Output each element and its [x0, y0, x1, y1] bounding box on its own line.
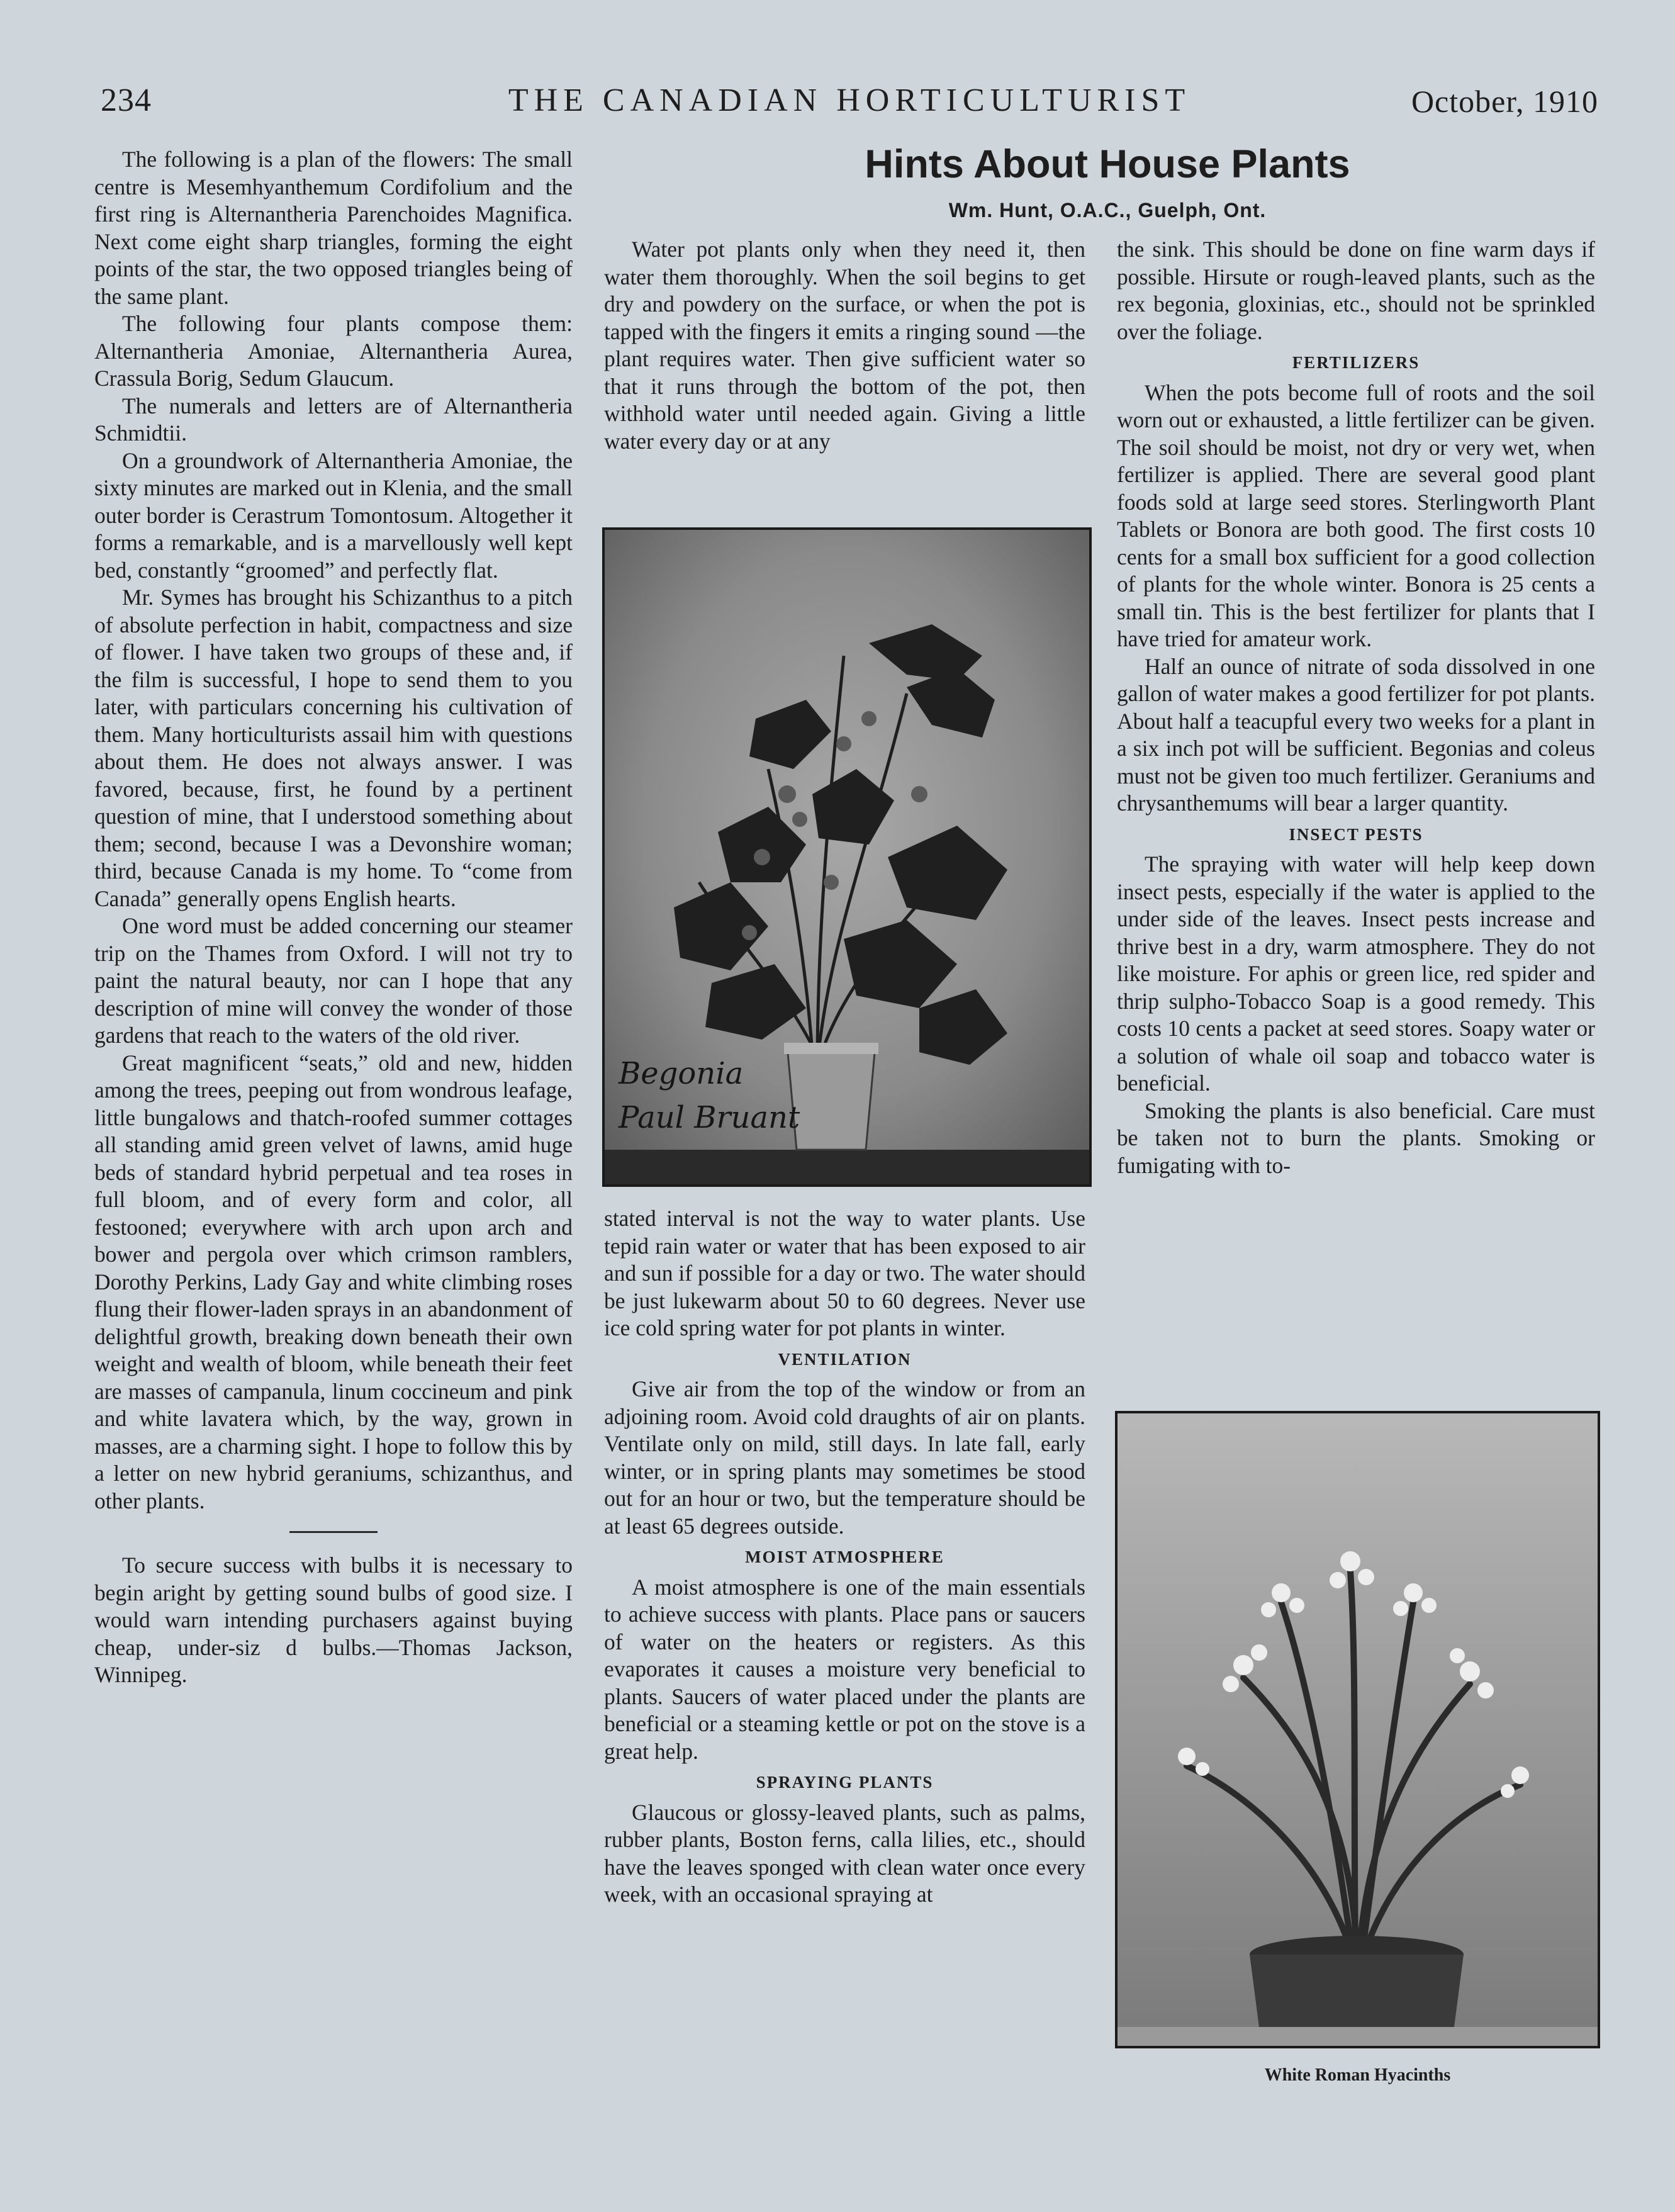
paragraph: To secure success with bulbs it is necessary to begin aright by getting sound bulbs of good size. I would warn intending purchasers against buying cheap, under-siz d bulbs.—Thomas Jackson, Winnipeg. — [94, 1552, 573, 1687]
paragraph: The following four plants compose them: Alternantheria Amoniae, Alternantheria Aurea, Crassula Borig, Sedum Glaucum. — [94, 311, 573, 391]
section-heading: SPRAYING PLANTS — [756, 1773, 934, 1792]
article-title: Hints About House Plants — [865, 142, 1350, 186]
paragraph: Mr. Symes has brought his Schizanthus to a pitch of absolute perfection in habit, compactness and size of flower. I have taken two groups of these and, if the film is successful, I hope to send them to you later, with particulars concerning his cultivation of them. Many horticulturists assail him with questions about them. He does not always answer. I was favored, because, first, he found by a pertinent question of mine, that I understood something about them; second, because I was a Devonshire woman; third, because Canada is my home. To “come from Canada” generally opens English hearts. — [94, 585, 573, 911]
paragraph: Glaucous or glossy-leaved plants, such as palms, rubber plants, Boston ferns, calla lilies, etc., should have the leaves sponged with clean water once every week, with an occasional spraying at — [604, 1799, 1085, 1907]
page-number: 234 — [101, 82, 152, 118]
middle-column-bottom — [604, 1205, 1085, 1909]
paragraph: the sink. This should be done on fine warm days if possible. Hirsute or rough-leaved plants, such as the rex begonia, gloxinias, etc., should not be sprinkled over the foliage. — [1117, 237, 1595, 344]
paragraph: Give air from the top of the window or from an adjoining room. Avoid cold draughts of air on plants. Ventilate only on mild, still days. In late fall, early winter, or in spring plants may sometimes be stood out for an hour or two, but the temperature should be at least 65 degrees outside. — [604, 1376, 1085, 1539]
paragraph: When the pots become full of roots and the soil worn out or exhausted, a little fertilizer can be given. The soil should be moist, not dry or very wet, when fertilizer is applied. There are several good plant foods sold at large seed stores. Sterlingworth Plant Tablets or Bonora are both good. The first costs 10 cents for a small box sufficient for a good collection of plants for the whole winter. Bonora is 25 cents a small tin. This is the best fertilizer for plants that I have tried for amateur work. — [1117, 379, 1595, 651]
hyacinth-image — [1118, 1413, 1598, 2046]
section-divider — [289, 1531, 378, 1533]
section-heading: INSECT PESTS — [1289, 824, 1423, 844]
photo-caption: White Roman Hyacinths — [1264, 2065, 1451, 2085]
begonia-photograph — [602, 527, 1092, 1187]
section-heading: FERTILIZERS — [1292, 353, 1420, 372]
paragraph: The spraying with water will help keep down insect pests, especially if the water is applied to the under side of the leaves. Insect pests increase and thrive best in a dry, warm atmosphere. They do not like moisture. For aphis or green lice, red spider and thrip sulpho-Tobacco Soap is a good remedy. This costs 10 cents a packet at seed stores. Soapy water or a solution of whale oil soap and tobacco water is beneficial. — [1117, 851, 1595, 1096]
paragraph: Water pot plants only when they need it, then water them thoroughly. When the soil begins to get dry and powdery on the surface, or when the pot is tapped with the fingers it emits a ringing sound —the plant requires water. Then give sufficient water so that it runs through the bottom of the pot, then withhold water until needed again. Giving a little water every day or at any — [604, 237, 1085, 454]
paragraph: Half an ounce of nitrate of soda dissolved in one gallon of water makes a good fertilizer for pot plants. About half a teacupful every two weeks for a plant in a six inch pot will be sufficient. Begonias and coleus must not be given too much fertilizer. Geraniums and chrysanthemums will bear a larger quantity. — [1117, 653, 1595, 816]
paragraph: Great magnificent “seats,” old and new, hidden among the trees, peeping out from wondrous leafage, little bungalows and thatch-roofed summer cottages all standing amid green velvet of lawns, amid huge beds of standard hybrid perpetual and tea roses in full bloom, and of every form and color, all festooned; everywhere with arch upon arch and bower and pergola over which crimson ramblers, Dorothy Perkins, Lady Gay and white climbing roses flung their flower-laden sprays in an abandonment of delightful growth, breaking down beneath their own weight and wealth of bloom, while beneath their feet are masses of campanula, linum coccineum and pink and white lavatera which, by the way, grown in masses, are a charming sight. I hope to follow this by a letter on new hybrid geraniums, schizanthus, and other plants. — [94, 1050, 573, 1513]
right-column — [1117, 236, 1595, 1179]
section-heading: MOIST ATMOSPHERE — [745, 1547, 944, 1566]
section-heading: VENTILATION — [778, 1349, 912, 1369]
paragraph: One word must be added concerning our steamer trip on the Thames from Oxford. I will not try to paint the natural beauty, nor can I hope that any description of mine will convey the wonder of those gardens that reach to the waters of the old river. — [94, 913, 573, 1048]
paragraph: The following is a plan of the flowers: The small centre is Mesemhyanthemum Cordifolium and the first ring is Alternantheria Parenchoides Magnifica. Next come eight sharp triangles, forming the eight points of the star, the two opposed triangles being of the same plant. — [94, 147, 573, 309]
paragraph: Smoking the plants is also beneficial. Care must be taken not to burn the plants. Smoking or fumigating with to- — [1117, 1098, 1595, 1178]
paragraph: On a groundwork of Alternantheria Amoniae, the sixty minutes are marked out in Klenia, and the small outer border is Cerastrum Tomontosum. Altogether it forms a remarkable, and is a marvellously well kept bed, constantly “groomed” and perfectly flat. — [94, 447, 573, 583]
paragraph: The numerals and letters are of Alternantheria Schmidtii. — [94, 393, 573, 446]
article-byline: Wm. Hunt, O.A.C., Guelph, Ont. — [948, 199, 1267, 222]
begonia-image — [605, 530, 1089, 1184]
journal-title: THE CANADIAN HORTICULTURIST — [508, 82, 1191, 118]
handwritten-label: Begonia — [619, 1056, 744, 1091]
left-column — [94, 146, 573, 1689]
issue-date: October, 1910 — [1411, 84, 1598, 119]
middle-column-top — [604, 236, 1085, 455]
hyacinth-photograph — [1115, 1411, 1600, 2048]
paragraph: A moist atmosphere is one of the main essentials to achieve success with plants. Place pans or saucers of water on the heaters or registers. As this evaporates it causes a moisture very beneficial to plants. Saucers of water placed under the plants are beneficial or a steaming kettle or pot on the stove is a great help. — [604, 1574, 1085, 1764]
handwritten-label: Paul Bruant — [619, 1100, 800, 1135]
running-head — [101, 82, 1598, 132]
paragraph: stated interval is not the way to water plants. Use tepid rain water or water that has been exposed to air and sun if possible for a day or two. The water should be just lukewarm about 50 to 60 degrees. Never use ice cold spring water for pot plants in winter. — [604, 1206, 1085, 1340]
